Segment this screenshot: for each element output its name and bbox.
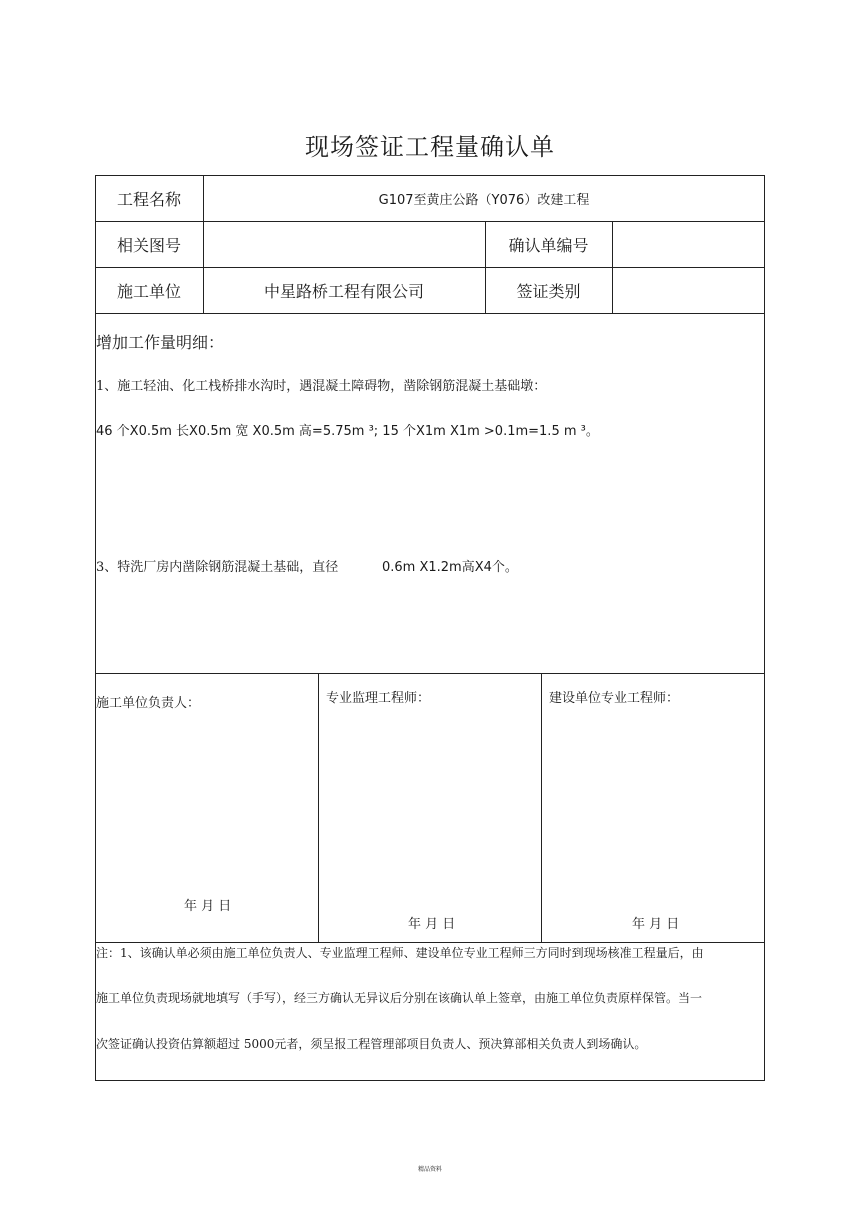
visa-type-value [612, 267, 765, 313]
confirm-no-value [612, 221, 765, 267]
note-line-2: 施工单位负责现场就地填写（手写），经三方确认无异议后分别在该确认单上签章，由施工单位负责原样保管。当一 [96, 991, 703, 1005]
col-divider [318, 673, 319, 942]
drawing-no-value [203, 221, 485, 267]
detail-item-3-label: 3、特洗厂房内凿除钢筋混凝土基础，直径 [96, 560, 339, 575]
col-divider [541, 673, 542, 942]
confirm-no-label: 确认单编号 [508, 235, 589, 255]
sign-date-2: 年 月 日 [408, 917, 456, 932]
contractor-value: 中星路桥工程有限公司 [263, 281, 424, 301]
row-divider [95, 313, 765, 314]
note-line-1: 注：1、该确认单必须由施工单位负责人、专业监理工程师、建设单位专业工程师三方同时到现场核准工程量后，由 [96, 946, 704, 960]
detail-item-1: 1、施工轻油、化工栈桥排水沟时，遇混凝土障碍物，凿除钢筋混凝土基础墩： [96, 379, 547, 394]
note-line-3: 次签证确认投资估算额超过 5000元者，须呈报工程管理部项目负责人、预决算部相关负责人到场确认。 [96, 1037, 647, 1051]
drawing-no-label: 相关图号 [116, 235, 181, 255]
sign-date-1: 年 月 日 [184, 899, 232, 914]
page-footer: 精品资料 [417, 1166, 442, 1173]
page-title: 现场签证工程量确认单 [305, 133, 555, 161]
project-name-value: G107至黄庄公路（Y076）改建工程 [378, 192, 590, 208]
row-divider [95, 942, 765, 943]
owner-engineer-label: 建设单位专业工程师： [549, 691, 680, 706]
supervisor-label: 专业监理工程师： [326, 691, 431, 706]
visa-type-label: 签证类别 [516, 281, 581, 301]
row-divider [95, 673, 765, 674]
detail-item-1-calc: 46 个X0.5m 长X0.5m 宽 X0.5m 高=5.75m ³; 15 个X1m X1m >0.1m=1.5 m ³。 [96, 424, 599, 439]
details-heading: 增加工作量明细： [96, 333, 225, 352]
project-name-label: 工程名称 [116, 189, 181, 209]
contractor-label: 施工单位 [116, 281, 181, 301]
sign-date-3: 年 月 日 [632, 917, 680, 932]
contractor-rep-label: 施工单位负责人： [96, 696, 201, 711]
detail-item-3-value: 0.6m X1.2m高X4个。 [382, 560, 518, 575]
